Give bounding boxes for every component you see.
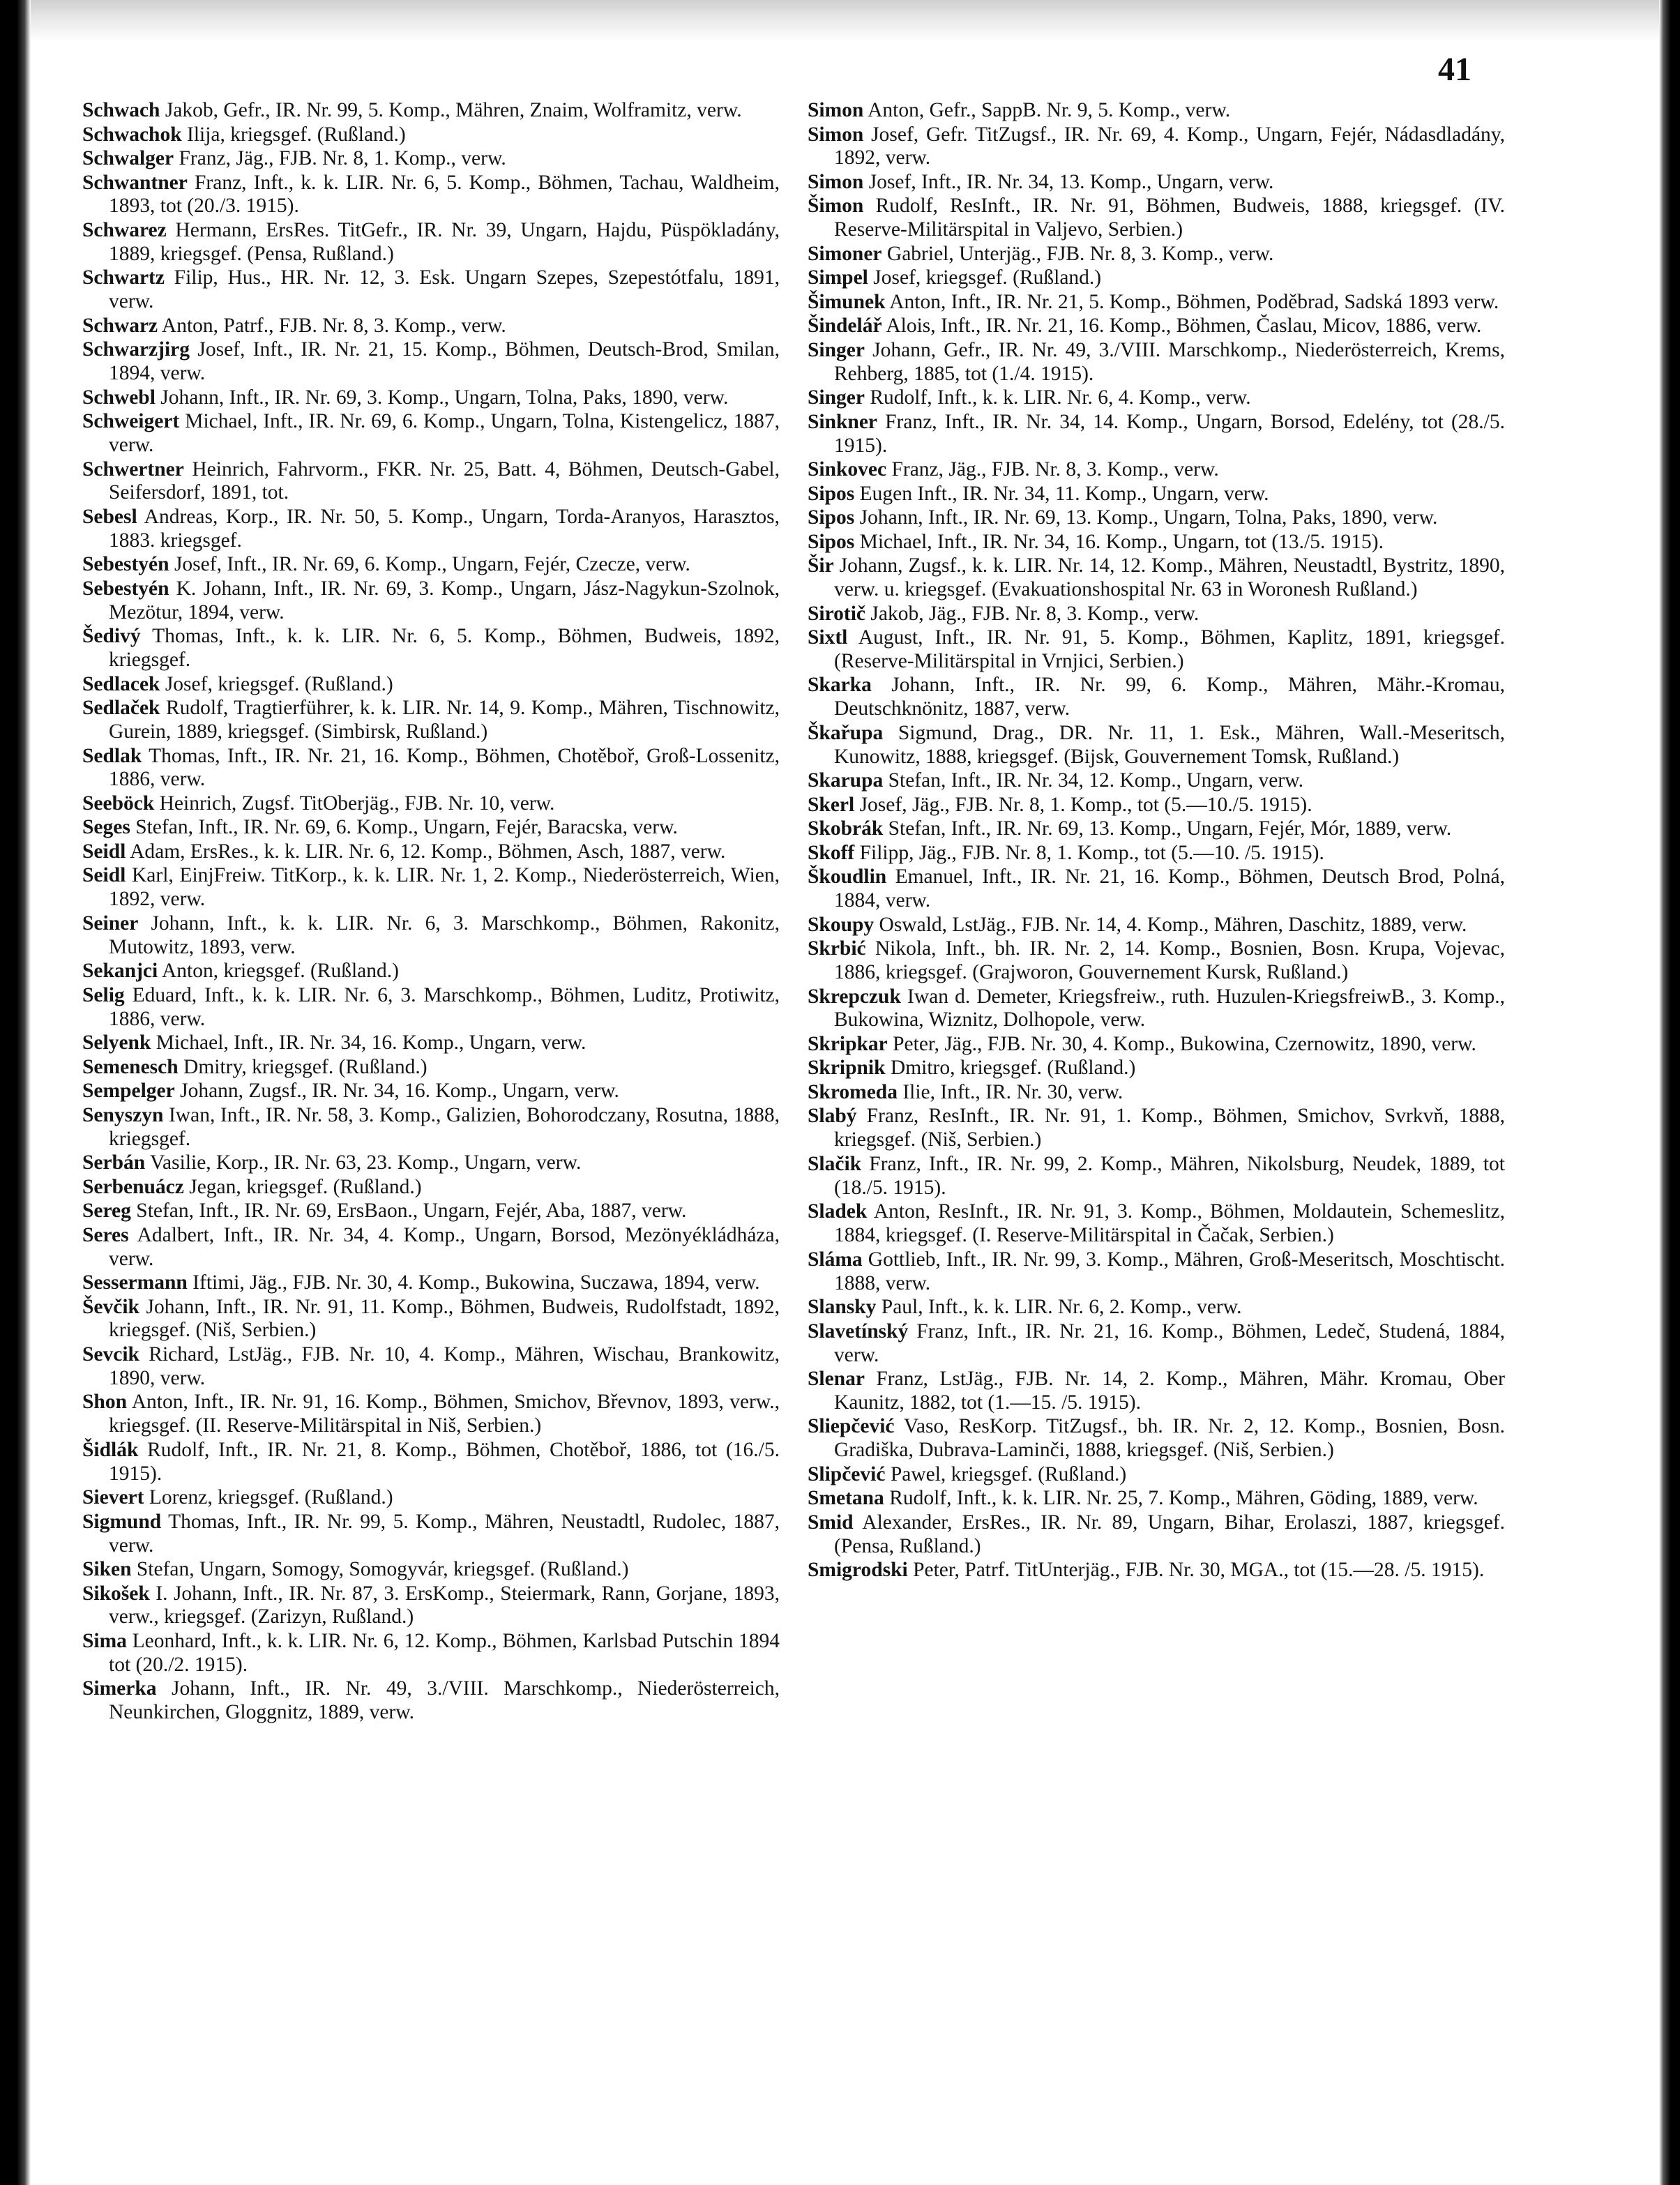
list-entry bbox=[808, 458, 1505, 482]
entry-details: Stefan, Inft., IR. Nr. 69, 13. Komp., Ungarn, Fejér, Mór, 1889, verw. bbox=[888, 817, 1452, 840]
entry-details: Rudolf, Inft., k. k. LIR. Nr. 25, 7. Komp., Mähren, Göding, 1889, verw. bbox=[889, 1487, 1478, 1510]
list-entry bbox=[808, 1368, 1505, 1415]
list-entry bbox=[82, 840, 780, 864]
entry-surname: Simpel bbox=[808, 266, 868, 289]
entry-surname: Semenesch bbox=[82, 1055, 179, 1078]
entry-surname: Slavetínský bbox=[808, 1320, 909, 1343]
entry-details: Franz, LstJäg., FJB. Nr. 14, 2. Komp., Mähren, Mähr. Kromau, Ober Kaunitz, 1882, tot (1.—15. /5. 1915). bbox=[834, 1368, 1505, 1414]
entry-details: Johann, Inft., IR. Nr. 99, 6. Komp., Mähren, Mähr.-Kromau, Deutschknönitz, 1887, verw. bbox=[834, 674, 1506, 720]
entry-surname: Sereg bbox=[82, 1200, 131, 1223]
list-entry bbox=[82, 1296, 780, 1343]
entry-surname: Sekanjci bbox=[82, 960, 158, 983]
entry-details: Josef, kriegsgef. (Rußland.) bbox=[165, 672, 393, 695]
list-entry bbox=[82, 315, 780, 338]
entry-surname: Sixtl bbox=[808, 626, 848, 649]
list-entry bbox=[82, 673, 780, 697]
entry-details: Gottlieb, Inft., IR. Nr. 99, 3. Komp., Mähren, Groß-Meseritsch, Moschtischt. 1888, verw. bbox=[834, 1248, 1506, 1294]
entry-surname: Slipčević bbox=[808, 1462, 886, 1485]
list-entry bbox=[82, 625, 780, 672]
entry-details: Heinrich, Fahrvorm., FKR. Nr. 25, Batt. 4, Böhmen, Deutsch-Gabel, Seifersdorf, 1891, tot. bbox=[109, 458, 780, 504]
entry-details: Ilija, kriegsgef. (Rußland.) bbox=[187, 123, 406, 146]
entry-surname: Schweigert bbox=[82, 410, 180, 433]
entry-surname: Schwertner bbox=[82, 458, 184, 481]
entry-details: Johann, Inft., IR. Nr. 91, 11. Komp., Böhmen, Budweis, Rudolfstadt, 1892, kriegsgef. (Niš, Serbien.) bbox=[109, 1295, 780, 1342]
list-entry bbox=[82, 147, 780, 171]
list-entry bbox=[808, 291, 1505, 315]
list-entry bbox=[808, 554, 1505, 602]
list-entry bbox=[82, 410, 780, 458]
entry-details: Richard, LstJäg., FJB. Nr. 10, 4. Komp., Mähren, Wischau, Brankowitz, 1890, verw. bbox=[109, 1343, 780, 1389]
entry-surname: Singer bbox=[808, 338, 865, 361]
entry-details: Rudolf, Tragtierführer, k. k. LIR. Nr. 14, 9. Komp., Mähren, Tischnowitz, Gurein, 1889, kriegsgef. (Simbirsk, Rußland.) bbox=[109, 697, 780, 743]
list-entry bbox=[808, 531, 1505, 554]
entry-surname: Šidlák bbox=[82, 1438, 139, 1461]
entry-surname: Sedlacek bbox=[82, 672, 160, 695]
entry-surname: Šir bbox=[808, 554, 834, 577]
list-entry bbox=[82, 864, 780, 912]
entry-surname: Simon bbox=[808, 170, 864, 193]
list-entry bbox=[808, 1033, 1505, 1057]
entry-surname: Seidl bbox=[82, 864, 126, 887]
list-entry bbox=[808, 1463, 1505, 1487]
list-entry bbox=[82, 99, 780, 123]
entry-details: Johann, Zugsf., k. k. LIR. Nr. 14, 12. Komp., Mähren, Neustadtl, Bystritz, 1890, verw. u. kriegsgef. (Evakuationshospital Nr. 63 in Woronesh Rußland.) bbox=[834, 554, 1505, 601]
entry-surname: Senyszyn bbox=[82, 1103, 164, 1126]
entry-surname: Ševčik bbox=[82, 1295, 139, 1318]
list-entry bbox=[82, 1056, 780, 1080]
entry-surname: Skerl bbox=[808, 793, 855, 816]
entry-surname: Šedivý bbox=[82, 625, 141, 648]
entry-surname: Slenar bbox=[808, 1368, 865, 1390]
list-entry bbox=[82, 123, 780, 147]
entry-surname: Singer bbox=[808, 386, 865, 409]
entry-surname: Serbán bbox=[82, 1151, 146, 1174]
entry-surname: Schwebl bbox=[82, 386, 156, 409]
entry-details: Eugen Inft., IR. Nr. 34, 11. Komp., Ungarn, verw. bbox=[859, 482, 1269, 505]
entry-surname: Simon bbox=[808, 123, 864, 146]
list-entry bbox=[808, 865, 1505, 913]
entry-surname: Simon bbox=[808, 99, 864, 121]
list-entry bbox=[82, 338, 780, 386]
list-entry bbox=[808, 914, 1505, 937]
entry-details: Franz, Inft., IR. Nr. 21, 16. Komp., Böhmen, Ledeč, Studená, 1884, verw. bbox=[834, 1320, 1505, 1366]
list-entry bbox=[808, 123, 1505, 171]
entry-details: Franz, ResInft., IR. Nr. 91, 1. Komp., Böhmen, Smichov, Svrkvň, 1888, kriegsgef. (Niš, Serbien.) bbox=[834, 1105, 1506, 1151]
entry-surname: Sirotič bbox=[808, 602, 866, 625]
list-entry bbox=[808, 1487, 1505, 1511]
entry-details: Dmitro, kriegsgef. (Rußland.) bbox=[890, 1057, 1136, 1080]
entry-surname: Sliepčević bbox=[808, 1415, 895, 1438]
entry-details: Stefan, Inft., IR. Nr. 69, ErsBaon., Ungarn, Fejér, Aba, 1887, verw. bbox=[136, 1200, 687, 1223]
entry-details: Franz, Inft., IR. Nr. 99, 2. Komp., Mähren, Nikolsburg, Neudek, 1889, tot (18./5. 1915). bbox=[834, 1152, 1506, 1199]
entry-details: Anton, ResInft., IR. Nr. 91, 3. Komp., Böhmen, Moldautein, Schemeslitz, 1884, kriegsgef. (I. Reserve-Militärspital in Čačak, Serbien.) bbox=[834, 1200, 1505, 1247]
list-entry bbox=[82, 172, 780, 219]
entry-details: Vaso, ResKorp. TitZugsf., bh. IR. Nr. 2, 12. Komp., Bosnien, Bosn. Gradiška, Dubrava-Laminči, 1888, kriegsgef. (Niš, Serbien.) bbox=[834, 1415, 1505, 1462]
list-entry bbox=[82, 1558, 780, 1582]
entry-surname: Sima bbox=[82, 1629, 127, 1652]
list-entry bbox=[82, 1630, 780, 1677]
list-entry bbox=[82, 1224, 780, 1271]
entry-details: Johann, Inft., IR. Nr. 49, 3./VIII. Marschkomp., Niederösterreich, Neunkirchen, Gloggnitz, 1889, verw. bbox=[109, 1677, 780, 1724]
entry-surname: Sempelger bbox=[82, 1080, 175, 1103]
entry-details: Franz, Inft., k. k. LIR. Nr. 6, 5. Komp., Böhmen, Tachau, Waldheim, 1893, tot (20./3. 1915). bbox=[109, 171, 780, 218]
list-entry bbox=[82, 1200, 780, 1223]
entry-details: Johann, Inft., IR. Nr. 69, 3. Komp., Ungarn, Tolna, Paks, 1890, verw. bbox=[160, 386, 729, 409]
entry-surname: Sikošek bbox=[82, 1582, 150, 1605]
list-entry bbox=[808, 1248, 1505, 1296]
entry-details: Michael, Inft., IR. Nr. 69, 6. Komp., Ungarn, Tolna, Kistengelicz, 1887, verw. bbox=[109, 410, 780, 457]
entry-details: I. Johann, Inft., IR. Nr. 87, 3. ErsKomp., Steiermark, Rann, Gorjane, 1893, verw., kriegsgef. (Zarizyn, Rußland.) bbox=[109, 1582, 780, 1628]
list-entry bbox=[808, 1320, 1505, 1368]
entry-details: Josef, Inft., IR. Nr. 69, 6. Komp., Ungarn, Fejér, Czecze, verw. bbox=[174, 553, 690, 576]
entry-surname: Schwantner bbox=[82, 171, 188, 194]
list-entry bbox=[82, 1391, 780, 1438]
entry-surname: Sipos bbox=[808, 530, 855, 553]
list-entry bbox=[808, 1153, 1505, 1200]
entry-details: Nikola, Inft., bh. IR. Nr. 2, 14. Komp., Bosnien, Bosn. Krupa, Vojevac, 1886, kriegsgef. (Grajworon, Gouvernement Kursk, Rußland.) bbox=[834, 937, 1506, 984]
entry-details: Thomas, Inft., k. k. LIR. Nr. 6, 5. Komp., Böhmen, Budweis, 1892, kriegsgef. bbox=[109, 625, 780, 672]
entry-surname: Skrepczuk bbox=[808, 985, 901, 1008]
list-entry bbox=[808, 1081, 1505, 1105]
entry-surname: Seges bbox=[82, 816, 130, 839]
list-entry bbox=[808, 722, 1505, 769]
entry-details: Stefan, Ungarn, Somogy, Somogyvár, kriegsgef. (Rußland.) bbox=[136, 1558, 629, 1581]
entry-surname: Smigrodski bbox=[808, 1559, 908, 1582]
entry-surname: Sebesl bbox=[82, 505, 137, 528]
list-entry bbox=[82, 697, 780, 744]
entry-surname: Schwarzjirg bbox=[82, 338, 190, 361]
entry-details: Thomas, Inft., IR. Nr. 21, 16. Komp., Böhmen, Chotěboř, Groß-Lossenitz, 1886, verw. bbox=[109, 744, 780, 791]
list-entry bbox=[808, 626, 1505, 674]
list-entry bbox=[82, 1343, 780, 1391]
list-entry bbox=[808, 674, 1505, 721]
entry-details: Jakob, Jäg., FJB. Nr. 8, 3. Komp., verw. bbox=[870, 602, 1200, 625]
entry-surname: Siken bbox=[82, 1558, 132, 1581]
entry-details: Hermann, ErsRes. TitGefr., IR. Nr. 39, Ungarn, Hajdu, Püspökladány, 1889, kriegsgef. (Pensa, Rußland.) bbox=[109, 218, 780, 265]
entry-details: Alois, Inft., IR. Nr. 21, 16. Komp., Böhmen, Časlau, Micov, 1886, verw. bbox=[886, 315, 1482, 338]
entry-surname: Slabý bbox=[808, 1105, 857, 1128]
entry-surname: Simerka bbox=[82, 1677, 157, 1700]
entry-surname: Skarupa bbox=[808, 769, 884, 792]
entry-surname: Slačik bbox=[808, 1152, 862, 1175]
entry-details: Oswald, LstJäg., FJB. Nr. 14, 4. Komp., Mähren, Daschitz, 1889, verw. bbox=[879, 913, 1467, 936]
list-entry bbox=[82, 1031, 780, 1055]
entry-surname: Sladek bbox=[808, 1200, 868, 1223]
list-entry bbox=[82, 1080, 780, 1103]
list-entry bbox=[82, 1582, 780, 1630]
list-entry bbox=[82, 912, 780, 960]
entry-details: Josef, Inft., IR. Nr. 21, 15. Komp., Böhmen, Deutsch-Brod, Smilan, 1894, verw. bbox=[109, 338, 780, 385]
list-entry bbox=[82, 506, 780, 553]
entry-details: Josef, kriegsgef. (Rußland.) bbox=[873, 266, 1102, 289]
list-entry bbox=[808, 1559, 1505, 1582]
list-entry bbox=[808, 985, 1505, 1033]
entry-surname: Schwartz bbox=[82, 266, 165, 289]
entry-surname: Simoner bbox=[808, 242, 882, 265]
entry-details: Johann, Zugsf., IR. Nr. 34, 16. Komp., Ungarn, verw. bbox=[180, 1080, 619, 1103]
entry-details: Leonhard, Inft., k. k. LIR. Nr. 6, 12. Komp., Böhmen, Karlsbad Putschin 1894 tot (20./2. 1915). bbox=[109, 1629, 780, 1676]
entry-surname: Skoff bbox=[808, 841, 855, 864]
entry-details: Peter, Patrf. TitUnterjäg., FJB. Nr. 30, MGA., tot (15.—28. /5. 1915). bbox=[913, 1559, 1485, 1582]
entry-details: Franz, Jäg., FJB. Nr. 8, 3. Komp., verw. bbox=[891, 458, 1219, 481]
entry-details: Adam, ErsRes., k. k. LIR. Nr. 6, 12. Komp., Böhmen, Asch, 1887, verw. bbox=[130, 840, 726, 863]
list-entry bbox=[808, 171, 1505, 195]
entry-details: Franz, Inft., IR. Nr. 34, 14. Komp., Ungarn, Borsod, Edelény, tot (28./5. 1915). bbox=[834, 410, 1505, 457]
entry-details: Adalbert, Inft., IR. Nr. 34, 4. Komp., Ungarn, Borsod, Mezönyékládháza, verw. bbox=[109, 1223, 780, 1270]
entry-surname: Skrbić bbox=[808, 937, 866, 960]
list-entry bbox=[82, 266, 780, 314]
entry-surname: Schwarz bbox=[82, 314, 158, 337]
list-entry bbox=[808, 794, 1505, 817]
entry-details: Johann, Gefr., IR. Nr. 49, 3./VIII. Marschkomp., Niederösterreich, Krems, Rehberg, 1885, tot (1./4. 1915). bbox=[834, 338, 1506, 385]
list-entry bbox=[808, 483, 1505, 506]
entry-details: Josef, Inft., IR. Nr. 34, 13. Komp., Ungarn, verw. bbox=[868, 170, 1274, 193]
entry-details: Alexander, ErsRes., IR. Nr. 89, Ungarn, Bihar, Erolaszi, 1887, kriegsgef. (Pensa, Rußland.) bbox=[834, 1511, 1505, 1557]
list-entry bbox=[808, 315, 1505, 338]
entry-surname: Skripkar bbox=[808, 1032, 888, 1055]
list-entry bbox=[82, 458, 780, 506]
entry-surname: Seeböck bbox=[82, 792, 155, 815]
entry-surname: Slansky bbox=[808, 1296, 877, 1319]
list-entry bbox=[808, 603, 1505, 626]
list-entry bbox=[82, 577, 780, 625]
entry-details: Anton, Inft., IR. Nr. 91, 16. Komp., Böhmen, Smichov, Břevnov, 1893, verw., kriegsgef. (II. Reserve-Militärspital in Niš, Serbien.) bbox=[109, 1391, 780, 1437]
entry-surname: Shon bbox=[82, 1391, 127, 1414]
list-entry bbox=[808, 339, 1505, 386]
entry-surname: Škařupa bbox=[808, 721, 884, 744]
entry-details: K. Johann, Inft., IR. Nr. 69, 3. Komp., Ungarn, Jász-Nagykun-Szolnok, Mezötur, 1894, verw. bbox=[109, 577, 780, 623]
entry-details: Jegan, kriegsgef. (Rußland.) bbox=[189, 1175, 422, 1198]
entry-surname: Selyenk bbox=[82, 1031, 151, 1054]
entry-details: Johann, Inft., IR. Nr. 69, 13. Komp., Ungarn, Tolna, Paks, 1890, verw. bbox=[859, 506, 1438, 529]
entry-surname: Skoupy bbox=[808, 913, 875, 936]
entry-surname: Skripnik bbox=[808, 1057, 886, 1080]
entry-details: Thomas, Inft., IR. Nr. 99, 5. Komp., Mähren, Neustadtl, Rudolec, 1887, verw. bbox=[109, 1510, 780, 1557]
list-entry bbox=[82, 1104, 780, 1151]
list-entry bbox=[82, 792, 780, 816]
entry-surname: Sipos bbox=[808, 506, 855, 529]
entry-details: Anton, Gefr., SappB. Nr. 9, 5. Komp., verw. bbox=[868, 99, 1231, 121]
entry-surname: Sessermann bbox=[82, 1271, 188, 1294]
entry-details: Jakob, Gefr., IR. Nr. 99, 5. Komp., Mähren, Znaim, Wolframitz, verw. bbox=[165, 99, 742, 121]
list-entry bbox=[82, 1511, 780, 1558]
list-entry bbox=[808, 1105, 1505, 1152]
entry-details: Paul, Inft., k. k. LIR. Nr. 6, 2. Komp., verw. bbox=[881, 1296, 1242, 1319]
list-entry bbox=[808, 266, 1505, 290]
list-entry bbox=[82, 553, 780, 577]
entry-details: Iwan d. Demeter, Kriegsfreiw., ruth. Huzulen-KriegsfreiwB., 3. Komp., Bukowina, Wiznitz, Dolhopole, verw. bbox=[834, 985, 1505, 1031]
entry-details: Lorenz, kriegsgef. (Rußland.) bbox=[149, 1486, 393, 1509]
list-entry bbox=[808, 195, 1505, 242]
entry-details: Sigmund, Drag., DR. Nr. 11, 1. Esk., Mähren, Wall.-Meseritsch, Kunowitz, 1888, kriegsgef. (Bijsk, Gouvernement Tomsk, Rußland.) bbox=[834, 721, 1506, 768]
entry-details: Stefan, Inft., IR. Nr. 69, 6. Komp., Ungarn, Fejér, Baracska, verw. bbox=[135, 816, 678, 839]
list-entry bbox=[82, 219, 780, 266]
list-entry bbox=[82, 1486, 780, 1510]
entry-details: Pawel, kriegsgef. (Rußland.) bbox=[890, 1462, 1127, 1485]
list-entry bbox=[82, 745, 780, 792]
entry-surname: Schwach bbox=[82, 99, 160, 121]
entry-details: Anton, Patrf., FJB. Nr. 8, 3. Komp., verw. bbox=[161, 314, 506, 337]
entry-surname: Šimon bbox=[808, 195, 864, 218]
entry-surname: Šimunek bbox=[808, 290, 886, 313]
list-entry bbox=[82, 386, 780, 410]
entry-details: August, Inft., IR. Nr. 91, 5. Komp., Böhmen, Kaplitz, 1891, kriegsgef. (Reserve-Militärspital in Vrnjici, Serbien.) bbox=[834, 626, 1505, 672]
entry-surname: Skromeda bbox=[808, 1080, 898, 1103]
entry-surname: Smetana bbox=[808, 1487, 884, 1510]
entry-surname: Sigmund bbox=[82, 1510, 162, 1533]
entry-surname: Smid bbox=[808, 1511, 854, 1534]
entry-surname: Selig bbox=[82, 983, 125, 1006]
entry-surname: Sinkner bbox=[808, 410, 878, 433]
list-entry bbox=[808, 842, 1505, 865]
entry-details: Stefan, Inft., IR. Nr. 34, 12. Komp., Ungarn, verw. bbox=[888, 769, 1303, 792]
entry-details: Andreas, Korp., IR. Nr. 50, 5. Komp., Ungarn, Torda-Aranyos, Harasztos, 1883. kriegsgef. bbox=[109, 505, 780, 552]
entry-details: Josef, Jäg., FJB. Nr. 8, 1. Komp., tot (5.—10./5. 1915). bbox=[859, 793, 1312, 816]
list-entry bbox=[82, 816, 780, 840]
entry-surname: Sebestyén bbox=[82, 553, 169, 576]
entry-surname: Schwachok bbox=[82, 123, 182, 146]
entry-details: Iwan, Inft., IR. Nr. 58, 3. Komp., Galizien, Bohorodczany, Rosutna, 1888, kriegsgef. bbox=[109, 1103, 780, 1150]
entry-surname: Sebestyén bbox=[82, 577, 169, 600]
list-entry bbox=[808, 1200, 1505, 1248]
right-column bbox=[808, 99, 1505, 1583]
entry-surname: Sedlak bbox=[82, 744, 142, 767]
entry-surname: Skobrák bbox=[808, 817, 884, 840]
list-entry bbox=[82, 1176, 780, 1200]
left-column bbox=[82, 99, 780, 1725]
list-entry bbox=[82, 1439, 780, 1486]
list-entry bbox=[808, 769, 1505, 793]
list-entry bbox=[808, 99, 1505, 123]
entry-details: Rudolf, Inft., k. k. LIR. Nr. 6, 4. Komp., verw. bbox=[870, 386, 1251, 409]
entry-details: Johann, Inft., k. k. LIR. Nr. 6, 3. Marschkomp., Böhmen, Rakonitz, Mutowitz, 1893, verw. bbox=[109, 912, 780, 958]
entry-surname: Seidl bbox=[82, 840, 126, 863]
entry-surname: Sedlaček bbox=[82, 697, 160, 720]
list-entry bbox=[808, 937, 1505, 985]
list-entry bbox=[82, 984, 780, 1031]
list-entry bbox=[82, 960, 780, 983]
entry-details: Michael, Inft., IR. Nr. 34, 16. Komp., Ungarn, verw. bbox=[156, 1031, 587, 1054]
entry-details: Heinrich, Zugsf. TitOberjäg., FJB. Nr. 10, verw. bbox=[159, 792, 555, 815]
entry-details: Iftimi, Jäg., FJB. Nr. 30, 4. Komp., Bukowina, Suczawa, 1894, verw. bbox=[192, 1271, 760, 1294]
entry-details: Filipp, Jäg., FJB. Nr. 8, 1. Komp., tot (5.—10. /5. 1915). bbox=[859, 841, 1324, 864]
entry-details: Ilie, Inft., IR. Nr. 30, verw. bbox=[902, 1080, 1123, 1103]
entry-surname: Serbenuácz bbox=[82, 1175, 184, 1198]
entry-surname: Sevcik bbox=[82, 1343, 139, 1366]
entry-surname: Schwarez bbox=[82, 218, 167, 241]
entry-details: Franz, Jäg., FJB. Nr. 8, 1. Komp., verw. bbox=[179, 147, 506, 169]
list-entry bbox=[82, 1151, 780, 1175]
entry-details: Vasilie, Korp., IR. Nr. 63, 23. Komp., Ungarn, verw. bbox=[150, 1151, 582, 1174]
list-entry bbox=[808, 386, 1505, 410]
entry-details: Eduard, Inft., k. k. LIR. Nr. 6, 3. Marschkomp., Böhmen, Luditz, Protiwitz, 1886, verw. bbox=[109, 983, 780, 1030]
list-entry bbox=[808, 1296, 1505, 1320]
list-entry bbox=[808, 1057, 1505, 1080]
entry-details: Emanuel, Inft., IR. Nr. 21, 16. Komp., Böhmen, Deutsch Brod, Polná, 1884, verw. bbox=[834, 865, 1505, 912]
entry-details: Filip, Hus., HR. Nr. 12, 3. Esk. Ungarn Szepes, Szepestótfalu, 1891, verw. bbox=[109, 266, 780, 313]
entry-details: Michael, Inft., IR. Nr. 34, 16. Komp., Ungarn, tot (13./5. 1915). bbox=[859, 530, 1384, 553]
entry-details: Anton, Inft., IR. Nr. 21, 5. Komp., Böhmen, Poděbrad, Sadská 1893 verw. bbox=[889, 290, 1499, 313]
list-entry bbox=[808, 1415, 1505, 1462]
entry-surname: Škoudlin bbox=[808, 865, 887, 889]
entry-surname: Sláma bbox=[808, 1248, 863, 1271]
entry-surname: Seiner bbox=[82, 912, 139, 935]
list-entry bbox=[808, 817, 1505, 841]
entry-details: Karl, EinjFreiw. TitKorp., k. k. LIR. Nr. 1, 2. Komp., Niederösterreich, Wien, 1892, verw. bbox=[109, 864, 780, 911]
list-entry bbox=[82, 1271, 780, 1295]
scan-right-edge bbox=[1659, 0, 1680, 2185]
entry-surname: Seres bbox=[82, 1223, 129, 1246]
entry-surname: Šindelář bbox=[808, 315, 882, 338]
entry-surname: Schwalger bbox=[82, 147, 174, 169]
entry-surname: Sipos bbox=[808, 482, 855, 505]
page-number: 41 bbox=[1438, 51, 1471, 88]
entry-details: Josef, Gefr. TitZugsf., IR. Nr. 69, 4. Komp., Ungarn, Fejér, Nádasdladány, 1892, verw. bbox=[834, 123, 1506, 169]
entry-details: Gabriel, Unterjäg., FJB. Nr. 8, 3. Komp., verw. bbox=[886, 242, 1274, 265]
scan-left-edge bbox=[0, 0, 31, 2185]
list-entry bbox=[808, 1511, 1505, 1559]
list-entry bbox=[808, 506, 1505, 530]
list-entry bbox=[808, 243, 1505, 266]
list-entry bbox=[82, 1677, 780, 1725]
entry-details: Anton, kriegsgef. (Rußland.) bbox=[161, 960, 399, 983]
scan-top-edge bbox=[0, 0, 1680, 42]
entry-details: Rudolf, Inft., IR. Nr. 21, 8. Komp., Böhmen, Chotěboř, 1886, tot (16./5. 1915). bbox=[109, 1438, 780, 1485]
entry-details: Dmitry, kriegsgef. (Rußland.) bbox=[183, 1055, 427, 1078]
entry-details: Peter, Jäg., FJB. Nr. 30, 4. Komp., Bukowina, Czernowitz, 1890, verw. bbox=[893, 1032, 1476, 1055]
entry-surname: Sinkovec bbox=[808, 458, 887, 481]
list-entry bbox=[808, 411, 1505, 458]
entry-surname: Sievert bbox=[82, 1486, 144, 1509]
entry-details: Rudolf, ResInft., IR. Nr. 91, Böhmen, Budweis, 1888, kriegsgef. (IV. Reserve-Militärspital in Valjevo, Serbien.) bbox=[834, 195, 1506, 241]
entry-surname: Skarka bbox=[808, 674, 872, 697]
